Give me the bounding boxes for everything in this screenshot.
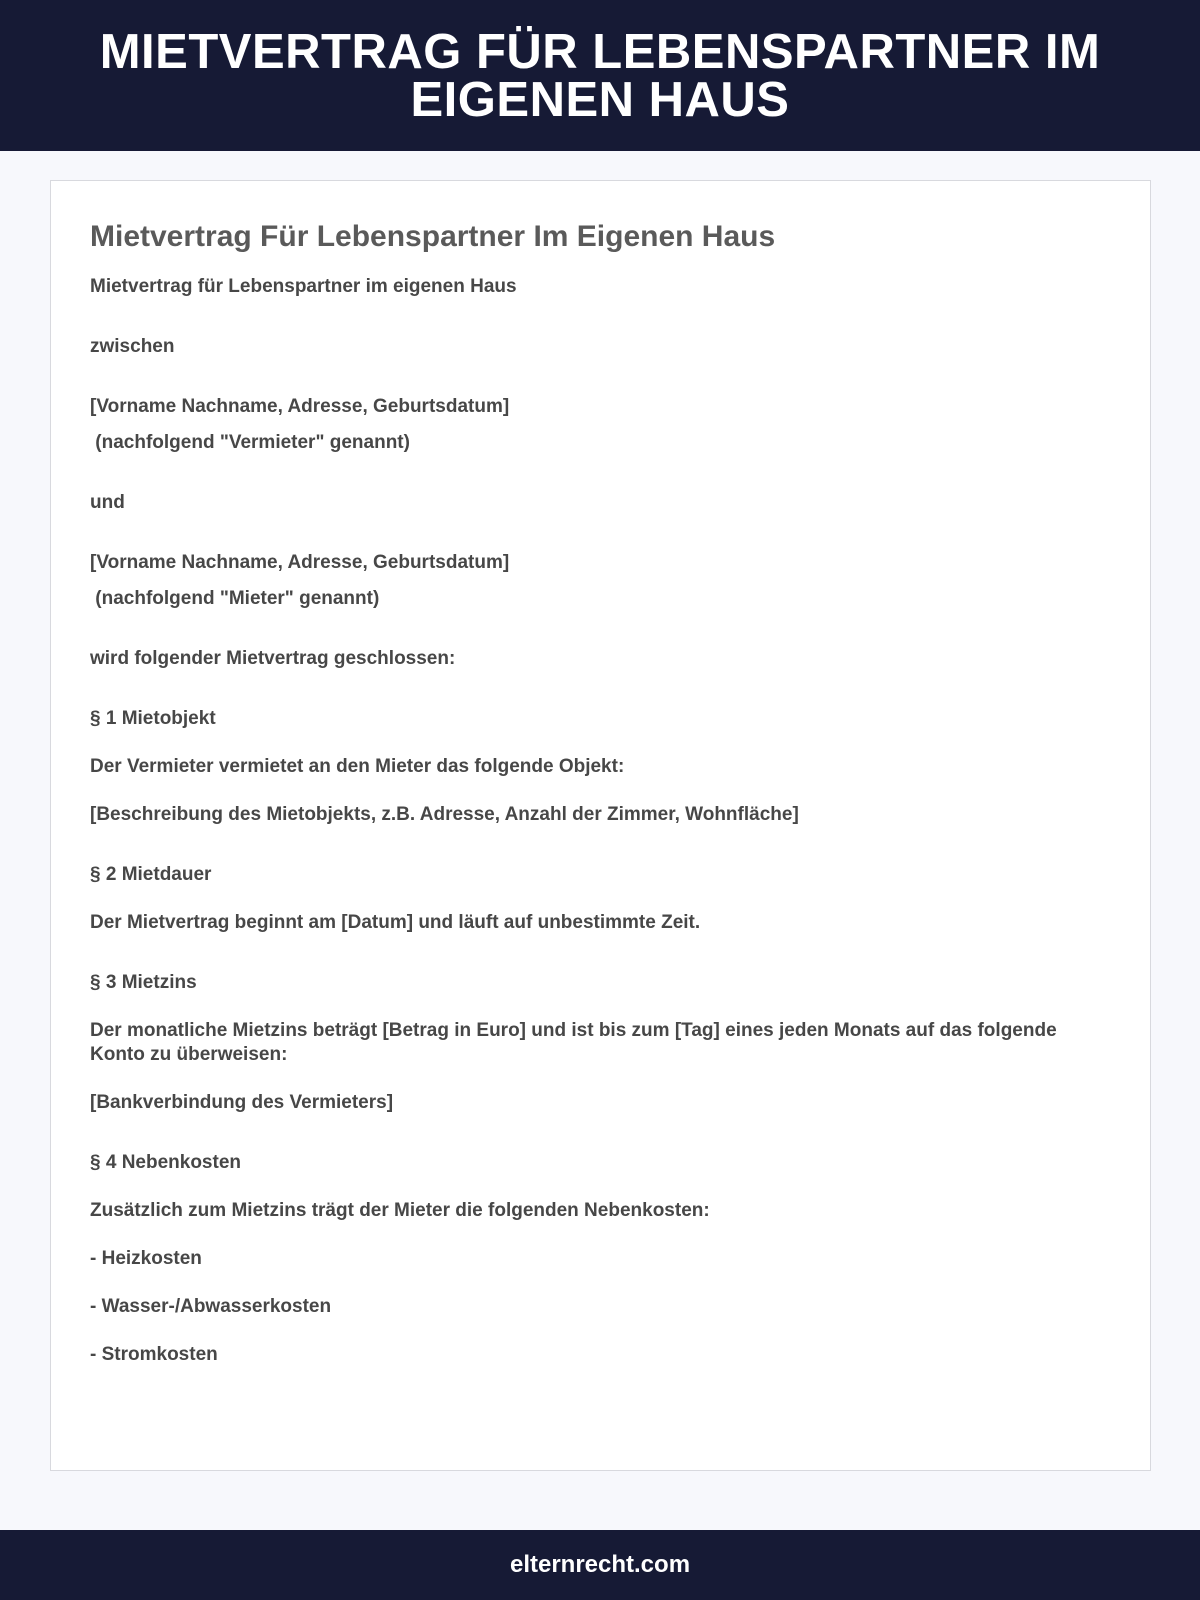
document-heading: Mietvertrag Für Lebenspartner Im Eigenen Haus	[90, 220, 776, 253]
contract-title-line: Mietvertrag für Lebenspartner im eigenen Haus	[90, 276, 517, 297]
section-4-heading: § 4 Nebenkosten	[90, 1152, 241, 1173]
section-3-bank-placeholder: [Bankverbindung des Vermieters]	[90, 1092, 394, 1113]
footer-site-name: elternrecht.com	[509, 1551, 691, 1578]
section-1-object-placeholder: [Beschreibung des Mietobjekts, z.B. Adresse, Anzahl der Zimmer, Wohnfläche]	[90, 804, 799, 825]
document-body	[90, 275, 1111, 1367]
page-title: MIETVERTRAG FÜR LEBENSPARTNER IM EIGENEN HAUS	[99, 24, 1101, 127]
section-3-text: Der monatliche Mietzins beträgt [Betrag in Euro] und ist bis zum [Tag] eines jeden Monats auf das folgende Konto zu überweisen:	[90, 1020, 1057, 1065]
between-line: zwischen	[90, 336, 175, 357]
landlord-designation: (nachfolgend "Vermieter" genannt)	[90, 432, 410, 453]
page-header	[0, 0, 1200, 151]
document-card	[50, 180, 1151, 1471]
section-1-text: Der Vermieter vermietet an den Mieter das folgende Objekt:	[90, 756, 625, 777]
and-line: und	[90, 492, 125, 513]
section-2-heading: § 2 Mietdauer	[90, 864, 212, 885]
section-4-text: Zusätzlich zum Mietzins trägt der Mieter die folgenden Nebenkosten:	[90, 1200, 710, 1221]
tenant-designation: (nachfolgend "Mieter" genannt)	[90, 588, 380, 609]
landlord-placeholder: [Vorname Nachname, Adresse, Geburtsdatum]	[90, 396, 510, 417]
tenant-placeholder: [Vorname Nachname, Adresse, Geburtsdatum]	[90, 552, 510, 573]
section-2-text: Der Mietvertrag beginnt am [Datum] und läuft auf unbestimmte Zeit.	[90, 912, 701, 933]
page-footer	[0, 1530, 1200, 1600]
section-1-heading: § 1 Mietobjekt	[90, 708, 216, 729]
list-item: - Heizkosten	[90, 1248, 202, 1269]
contract-concluded-line: wird folgender Mietvertrag geschlossen:	[90, 648, 456, 669]
list-item: - Wasser-/Abwasserkosten	[90, 1296, 332, 1317]
list-item: - Stromkosten	[90, 1344, 218, 1365]
section-3-heading: § 3 Mietzins	[90, 972, 197, 993]
